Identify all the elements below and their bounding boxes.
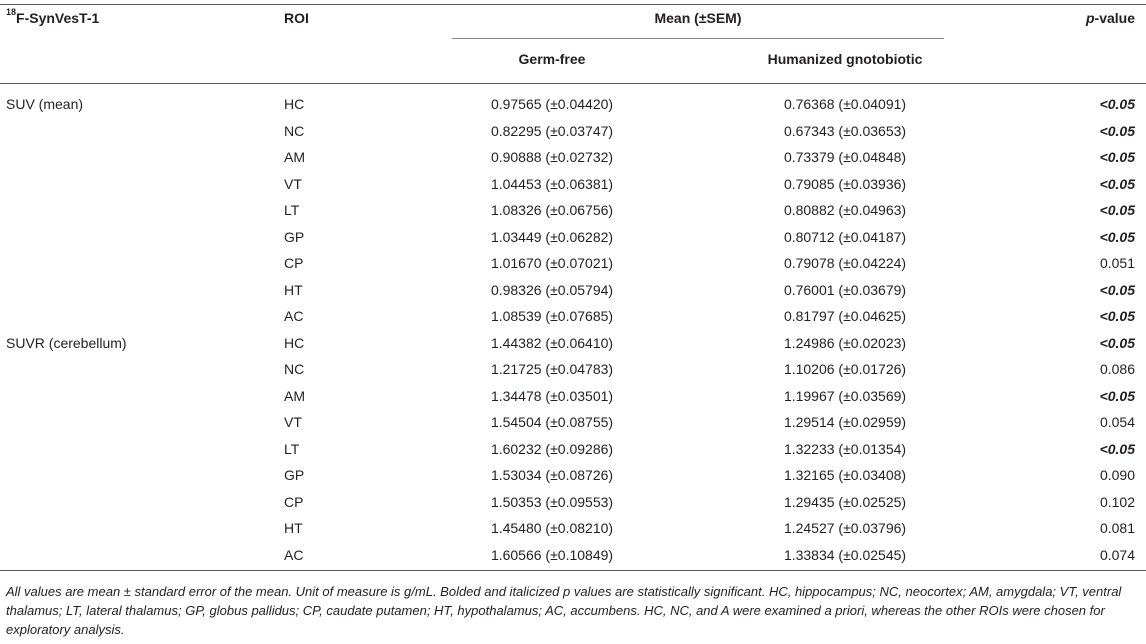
header-p-value [1086,10,1135,26]
row-humanized-value: 0.79078 (±0.04224) [783,255,907,271]
row-germ-free-value: 1.50353 (±0.09553) [490,494,614,510]
row-humanized-value: 0.76001 (±0.03679) [783,282,907,298]
row-germ-free-value: 1.53034 (±0.08726) [490,467,614,483]
header-tracer-text: F-SynVesT-1 [16,10,100,26]
row-roi: CP [284,255,304,271]
table-footnote: All values are mean ± standard error of the mean. Unit of measure is g/mL. Bolded and italicized p values are statistically significant. HC, hippocampus; NC, neocortex; AM, amygdala; VT, ventral thalamus; LT, lateral thalamus; GP, globus pallidus; CP, caudate putamen; HT, hypothalamus; AC, accumbens. HC, NC, and A were examined a priori, whereas the other ROIs were chosen for exploratory analysis. [6,584,1122,637]
header-p-italic: p [1085,10,1095,26]
row-p-value: 0.074 [1099,547,1135,563]
row-p-value: 0.051 [1099,255,1135,271]
row-roi: HC [284,335,305,351]
row-p-value: 0.086 [1099,361,1135,377]
row-humanized-value: 1.24527 (±0.03796) [783,520,907,536]
row-p-value: <0.05 [1099,123,1135,139]
row-humanized-value: 1.10206 (±0.01726) [783,361,907,377]
row-p-value: 0.090 [1099,467,1135,483]
row-germ-free-value: 1.60232 (±0.09286) [490,441,614,457]
row-germ-free-value: 1.08539 (±0.07685) [490,308,614,324]
row-humanized-value: 1.29435 (±0.02525) [783,494,907,510]
row-humanized-value: 0.79085 (±0.03936) [783,176,907,192]
row-humanized-value: 0.81797 (±0.04625) [783,308,907,324]
row-group-label: SUVR (cerebellum) [6,335,127,351]
row-p-value: <0.05 [1099,282,1135,298]
row-roi: NC [284,123,305,139]
row-roi: VT [284,176,302,192]
row-roi: HT [284,520,303,536]
header-humanized: Humanized gnotobiotic [767,51,923,67]
row-roi: AC [284,308,304,324]
row-humanized-value: 0.80712 (±0.04187) [783,229,907,245]
row-germ-free-value: 1.04453 (±0.06381) [490,176,614,192]
header-bottom-rule [0,83,1146,84]
row-p-value: <0.05 [1099,308,1135,324]
row-roi: CP [284,494,304,510]
row-p-value: <0.05 [1099,176,1135,192]
row-p-value: <0.05 [1099,388,1135,404]
row-germ-free-value: 1.44382 (±0.06410) [490,335,614,351]
row-germ-free-value: 0.97565 (±0.04420) [490,96,614,112]
row-germ-free-value: 1.01670 (±0.07021) [490,255,614,271]
row-humanized-value: 0.67343 (±0.03653) [783,123,907,139]
row-humanized-value: 1.32233 (±0.01354) [783,441,907,457]
row-germ-free-value: 1.45480 (±0.08210) [490,520,614,536]
row-p-value: <0.05 [1099,96,1135,112]
row-p-value: <0.05 [1099,202,1135,218]
row-p-value: 0.081 [1099,520,1135,536]
row-germ-free-value: 1.34478 (±0.03501) [490,388,614,404]
row-p-value: <0.05 [1099,149,1135,165]
header-germ-free: Germ-free [518,51,586,67]
row-humanized-value: 1.19967 (±0.03569) [783,388,907,404]
row-roi: LT [284,202,300,218]
row-roi: HC [284,96,305,112]
row-humanized-value: 0.80882 (±0.04963) [783,202,907,218]
row-p-value: <0.05 [1099,441,1135,457]
row-germ-free-value: 1.21725 (±0.04783) [490,361,614,377]
row-roi: LT [284,441,300,457]
row-germ-free-value: 1.54504 (±0.08755) [490,414,614,430]
row-germ-free-value: 1.60566 (±0.10849) [490,547,614,563]
group-underline [452,38,944,39]
row-roi: NC [284,361,305,377]
row-humanized-value: 0.76368 (±0.04091) [783,96,907,112]
row-p-value: 0.054 [1099,414,1135,430]
row-humanized-value: 0.73379 (±0.04848) [783,149,907,165]
row-roi: AC [284,547,304,563]
row-p-value: 0.102 [1099,494,1135,510]
header-mean-sem: Mean (±SEM) [654,10,742,26]
header-tracer-superscript: 18 [6,7,17,17]
table-bottom-rule [0,570,1146,571]
row-roi: AM [284,149,305,165]
row-humanized-value: 1.24986 (±0.02023) [783,335,907,351]
row-group-label: SUV (mean) [6,96,84,112]
row-roi: AM [284,388,305,404]
row-germ-free-value: 1.03449 (±0.06282) [490,229,614,245]
row-p-value: <0.05 [1099,229,1135,245]
row-humanized-value: 1.32165 (±0.03408) [783,467,907,483]
row-germ-free-value: 0.90888 (±0.02732) [490,149,614,165]
header-p-rest: -value [1094,10,1135,26]
row-humanized-value: 1.29514 (±0.02959) [783,414,907,430]
row-humanized-value: 1.33834 (±0.02545) [783,547,907,563]
row-p-value: <0.05 [1099,335,1135,351]
header-roi: ROI [284,10,309,26]
row-germ-free-value: 0.82295 (±0.03747) [490,123,614,139]
row-roi: HT [284,282,303,298]
row-roi: GP [284,229,305,245]
row-germ-free-value: 1.08326 (±0.06756) [490,202,614,218]
header-tracer [6,7,100,26]
row-roi: VT [284,414,302,430]
row-germ-free-value: 0.98326 (±0.05794) [490,282,614,298]
row-roi: GP [284,467,305,483]
table-top-rule [0,4,1146,5]
